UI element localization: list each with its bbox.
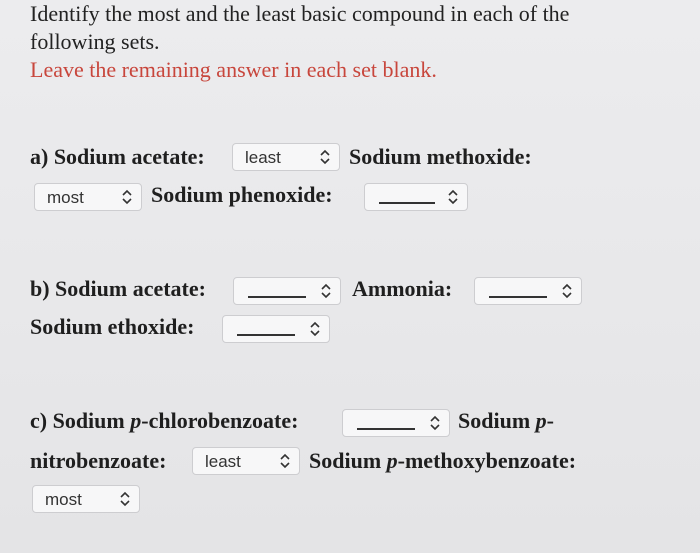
- blank-line: [489, 296, 547, 298]
- updown-chevron-icon: [320, 281, 332, 301]
- set-a-sodium-acetate-select[interactable]: [232, 143, 340, 171]
- label-suffix: -: [546, 408, 554, 433]
- updown-chevron-icon: [429, 413, 441, 433]
- set-a-label-sodium-acetate: a) Sodium acetate:: [30, 144, 205, 169]
- label-prefix: Sodium: [309, 448, 387, 473]
- set-c-label-nitrobenzoate-part2: nitrobenzoate:: [30, 448, 167, 473]
- label-italic-p: p: [535, 408, 547, 433]
- label-suffix: -chlorobenzoate:: [141, 408, 299, 433]
- set-c-methoxybenzoate-select[interactable]: [32, 485, 140, 513]
- set-c-nitrobenzoate-select[interactable]: [192, 447, 300, 475]
- set-a-label-sodium-phenoxide: Sodium phenoxide:: [151, 182, 333, 207]
- select-value: least: [245, 148, 281, 167]
- blank-line: [357, 428, 415, 430]
- label-italic-p: p: [130, 408, 142, 433]
- updown-chevron-icon: [279, 451, 291, 471]
- updown-chevron-icon: [309, 319, 321, 339]
- instruction-line-2: following sets.: [30, 29, 160, 54]
- updown-chevron-icon: [561, 281, 573, 301]
- set-b-sodium-ethoxide-select[interactable]: [222, 315, 330, 343]
- set-c-label-chlorobenzoate: [30, 408, 298, 434]
- set-a-label-sodium-methoxide: Sodium methoxide:: [349, 144, 532, 169]
- instruction-line-3: Leave the remaining answer in each set blank.: [30, 57, 437, 82]
- set-a-sodium-phenoxide-select[interactable]: [364, 183, 468, 211]
- set-b-sodium-acetate-select[interactable]: [233, 277, 341, 305]
- set-c-chlorobenzoate-select[interactable]: [342, 409, 450, 437]
- select-value: most: [47, 188, 84, 207]
- instructions: [30, 0, 690, 84]
- updown-chevron-icon: [319, 147, 331, 167]
- set-a-sodium-methoxide-select[interactable]: [34, 183, 142, 211]
- updown-chevron-icon: [119, 489, 131, 509]
- blank-line: [379, 202, 435, 204]
- blank-line: [237, 334, 295, 336]
- set-b-label-sodium-acetate: b) Sodium acetate:: [30, 276, 206, 301]
- blank-line: [248, 296, 306, 298]
- label-prefix: c) Sodium: [30, 408, 131, 433]
- label-prefix: Sodium: [458, 408, 536, 433]
- updown-chevron-icon: [121, 187, 133, 207]
- set-b-label-ammonia: Ammonia:: [352, 276, 453, 301]
- set-c-label-methoxybenzoate: [309, 448, 576, 474]
- select-value: least: [205, 452, 241, 471]
- set-c-label-nitrobenzoate-part1: [458, 408, 554, 434]
- select-value: most: [45, 490, 82, 509]
- label-suffix: -methoxybenzoate:: [397, 448, 577, 473]
- set-b-label-sodium-ethoxide: Sodium ethoxide:: [30, 314, 195, 339]
- instruction-line-1: Identify the most and the least basic compound in each of the: [30, 1, 570, 26]
- set-b-ammonia-select[interactable]: [474, 277, 582, 305]
- updown-chevron-icon: [447, 187, 459, 207]
- label-italic-p: p: [386, 448, 398, 473]
